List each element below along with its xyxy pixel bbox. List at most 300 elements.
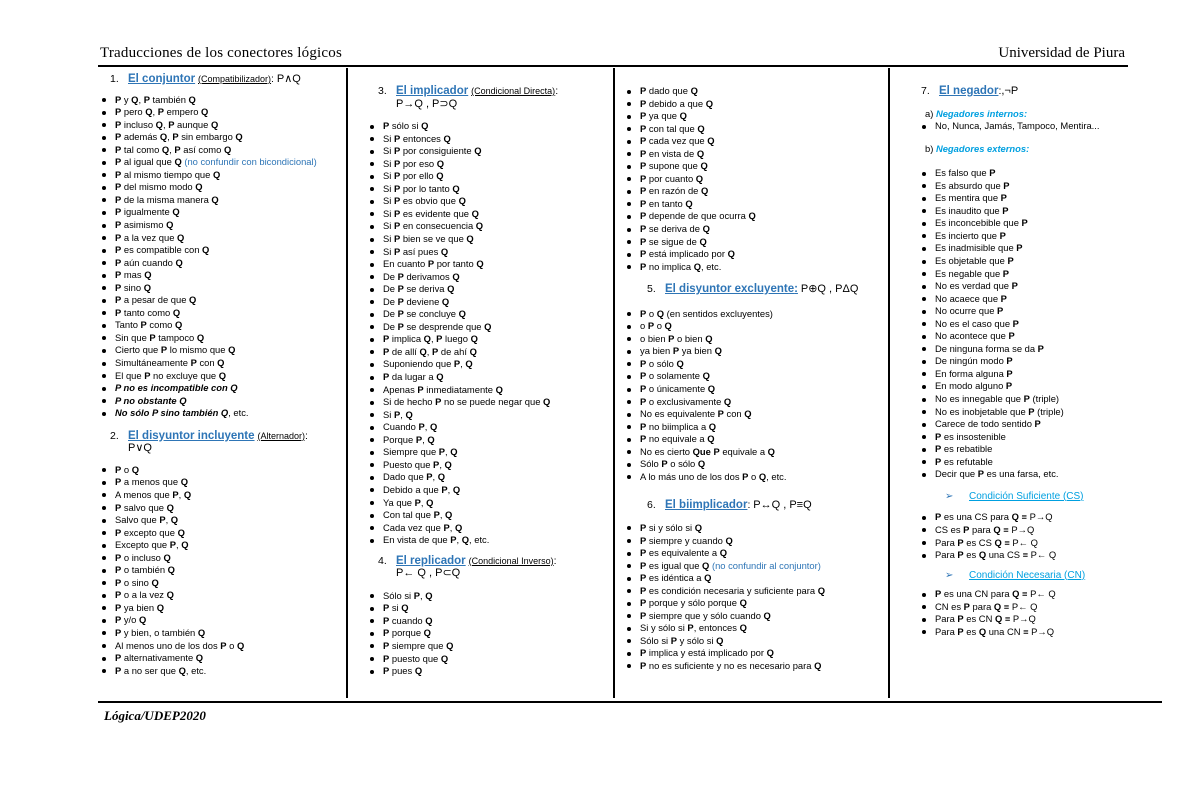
text: luego (442, 333, 471, 345)
text: excepto que (121, 526, 178, 538)
list-item (625, 160, 858, 173)
variable: P (169, 539, 176, 551)
variable: Q (495, 383, 503, 395)
necessary-condition-list (905, 588, 1099, 638)
variable: Q (543, 396, 551, 408)
variable: P (393, 170, 401, 182)
variable: P (640, 147, 647, 159)
variable: Q (475, 220, 484, 232)
variable: Q (138, 614, 147, 626)
variable: Q (739, 597, 747, 609)
list-item (368, 170, 558, 183)
text: es CN (963, 613, 995, 625)
list-item (625, 135, 858, 148)
variable: P (115, 231, 122, 243)
variable: P (417, 383, 424, 395)
text: no se puede negar que (441, 396, 544, 408)
arrow-bullet-icon: ➢ (945, 490, 954, 502)
variable: P (383, 602, 390, 614)
list-item (625, 547, 858, 560)
section-subtitle: (Compatibilizador) (198, 74, 272, 84)
variable: P (640, 547, 647, 559)
text: a no ser que (121, 664, 179, 676)
text: No es el caso que (935, 317, 1013, 329)
text: Siempre que (383, 446, 439, 458)
header-rule (98, 65, 1128, 67)
text: en razón de (646, 185, 701, 197)
variable: P (1005, 380, 1013, 392)
text: sin embargo (178, 131, 236, 143)
variable: P (1016, 242, 1023, 254)
list-item (100, 194, 317, 207)
text: , etc. (469, 534, 490, 546)
text: No, Nunca, Jamás, Tampoco, Mentira... (935, 120, 1100, 132)
list-item (368, 296, 558, 309)
list-item (368, 396, 558, 409)
variable: Q (714, 345, 722, 357)
text: una CN ≡ P→Q (986, 625, 1055, 637)
text: ya bien (679, 345, 715, 357)
variable: P (115, 206, 122, 218)
variable: Q (474, 145, 482, 157)
variable: Q (172, 206, 180, 218)
text: o (646, 307, 657, 319)
text: ≡ P→Q (1000, 523, 1035, 535)
column-4 (905, 85, 1099, 638)
variable: P (140, 319, 147, 331)
variable: Q (436, 170, 444, 182)
variable: Q (143, 281, 151, 293)
variable: P (393, 220, 401, 232)
text: se sigue de (646, 235, 700, 247)
list-item (920, 613, 1099, 626)
variable: P (115, 93, 122, 105)
section-negador-title (905, 85, 1099, 98)
variable: Q (697, 122, 705, 134)
text: Para (935, 625, 958, 637)
section-implicador-title (368, 85, 558, 98)
list-item (100, 206, 317, 219)
section-replicador-title (368, 555, 558, 568)
text: , (449, 521, 455, 533)
text: o (748, 470, 759, 482)
section-symbol: P→Q , P⊃Q (396, 97, 458, 110)
external-negators-list (905, 167, 1099, 481)
list-item (625, 635, 858, 648)
variable: Q (446, 639, 454, 651)
variable: P (640, 260, 647, 272)
list-item (100, 294, 317, 307)
variable: P (393, 195, 401, 207)
list-item (625, 585, 858, 598)
text: es una CN para (941, 588, 1013, 600)
text: por lo tanto (400, 182, 453, 194)
section-number: 3. (378, 85, 387, 97)
variable: P (640, 370, 647, 382)
variable: Q (758, 470, 767, 482)
text: del mismo modo (121, 181, 196, 193)
variable: P (144, 369, 151, 381)
list-item (368, 183, 558, 196)
text: Sólo si (383, 589, 414, 601)
variable: P (687, 622, 694, 634)
text: Ya que (383, 496, 415, 508)
list-item (100, 307, 317, 320)
text: Si (383, 132, 394, 144)
variable: Q (1012, 588, 1020, 600)
text: no excluye que (150, 369, 219, 381)
text: aunque (174, 118, 211, 130)
text: es evidente que (400, 207, 472, 219)
variable: P (115, 294, 122, 306)
variable: P (640, 597, 647, 609)
variable: Q (443, 132, 451, 144)
variable: P (640, 235, 647, 247)
list-item (368, 308, 558, 321)
text: debido a que (646, 97, 706, 109)
variable: Q (436, 157, 444, 169)
list-item (100, 269, 317, 282)
list-item (920, 120, 1099, 133)
variable: P (1007, 255, 1014, 267)
section-symbol: P∨Q (128, 442, 152, 455)
list-item (100, 332, 317, 345)
text: Apenas (383, 383, 418, 395)
text: por consiguiente (400, 145, 475, 157)
list-item (368, 627, 558, 640)
section-separator: : (555, 85, 559, 97)
variable: Q (707, 383, 716, 395)
variable: P (393, 245, 401, 257)
variable: P (115, 219, 122, 231)
list-item (368, 358, 558, 371)
variable: Q (421, 120, 429, 132)
variable: Q (159, 131, 168, 143)
variable: Q (452, 483, 461, 495)
text: Si (383, 408, 394, 420)
text: empero (164, 106, 202, 118)
variable: Q (452, 182, 460, 194)
list-item (100, 169, 317, 182)
text: es compatible con (121, 244, 203, 256)
variable: P (672, 345, 680, 357)
variable: Q (697, 458, 706, 470)
variable: P (433, 509, 440, 521)
list-item (100, 219, 317, 232)
variable: P (963, 600, 970, 612)
variable: Q (429, 421, 438, 433)
variable: Q (414, 665, 423, 677)
variable: P (115, 463, 122, 475)
variable: Q (437, 471, 446, 483)
text: y sólo si (677, 634, 717, 646)
text: ≡ P→Q (1018, 511, 1053, 523)
text: De (383, 320, 398, 332)
text: para (969, 600, 994, 612)
list-item (100, 395, 317, 408)
list-item (368, 283, 558, 296)
variable: Q (707, 135, 715, 147)
list-item (920, 268, 1099, 281)
list-item (920, 167, 1099, 180)
list-item (368, 333, 558, 346)
list-item (625, 248, 858, 261)
variable: P (640, 534, 647, 546)
list-item (920, 431, 1099, 444)
text: con (723, 408, 745, 420)
list-item (625, 597, 858, 610)
variable: P (115, 156, 122, 168)
variable: P (640, 210, 647, 222)
variable: P (414, 496, 421, 508)
list-item (625, 560, 858, 573)
variable: P (383, 371, 390, 383)
variable: P (668, 332, 675, 344)
variable: Q (228, 344, 236, 356)
variable: P (115, 244, 122, 256)
list-item (920, 242, 1099, 255)
variable: Q (693, 260, 701, 272)
sufficient-condition-list (905, 511, 1099, 561)
list-item (100, 370, 317, 383)
text: El que (115, 369, 145, 381)
variable: P (115, 576, 122, 588)
variable: Q (701, 185, 709, 197)
text: es obvio que (400, 195, 459, 207)
variable: Q (814, 659, 822, 671)
variable: P (397, 270, 404, 282)
text: de ahí (438, 345, 470, 357)
text: por eso (400, 157, 437, 169)
variable: P (443, 521, 450, 533)
text: , (138, 93, 144, 105)
variable: Q (423, 627, 431, 639)
text: Es absurdo que (935, 179, 1004, 191)
text: ya bien (640, 345, 673, 357)
text: , etc. (766, 470, 787, 482)
text: En forma alguna (935, 367, 1007, 379)
variable: Q (664, 320, 672, 332)
variable: P (159, 514, 166, 526)
text: o bien (640, 332, 669, 344)
text: Si (383, 233, 394, 245)
variable: Q (202, 244, 210, 256)
list-item (920, 305, 1099, 318)
variable: Q (705, 97, 713, 109)
note: (no confundir al conjuntor) (709, 559, 821, 571)
variable: P (640, 160, 647, 172)
list-item (920, 626, 1099, 639)
text: No es innegable que (935, 393, 1024, 405)
list-item (920, 524, 1099, 537)
list-item (100, 564, 317, 577)
variable: P (640, 433, 647, 445)
variable: Q (702, 559, 710, 571)
text: Decir que (935, 468, 978, 480)
variable: P (1021, 217, 1028, 229)
text: Simultáneamente (115, 357, 191, 369)
variable: P (436, 333, 443, 345)
variable: P (640, 85, 647, 96)
list-item (625, 261, 858, 274)
list-item (625, 223, 858, 236)
list-item (100, 527, 317, 540)
variable: P (115, 281, 122, 293)
variable: P (647, 320, 655, 332)
variable: P (115, 501, 122, 513)
text: al igual que (121, 156, 175, 168)
variable: Q (201, 106, 209, 118)
section-separator: : (304, 429, 308, 442)
variable: Q (235, 131, 243, 143)
text: o (640, 320, 648, 332)
list-item (625, 148, 858, 161)
list-item (625, 610, 858, 623)
section-subtitle: (Condicional Directa) (471, 86, 556, 96)
text: pero (121, 106, 146, 118)
text: y/o (121, 614, 139, 626)
variable: Q (236, 639, 245, 651)
variable: P (383, 120, 390, 132)
variable: Q (702, 370, 710, 382)
variable: Q (178, 664, 186, 676)
variable: Q (405, 408, 413, 420)
variable: Q (440, 652, 449, 664)
variable: Q (172, 306, 181, 318)
list-item (368, 145, 558, 158)
list-item (920, 230, 1099, 243)
text: Si (383, 245, 394, 257)
text: siempre que y sólo cuando (646, 609, 764, 621)
variable: Q (144, 269, 152, 281)
section-biimplicador-title (625, 499, 858, 512)
variable: Q (161, 143, 170, 155)
section-symbol: P← Q , P⊂Q (396, 567, 461, 580)
variable: Q (727, 248, 735, 260)
text: es refutable (941, 455, 993, 467)
list-item (920, 293, 1099, 306)
variable: P (999, 229, 1006, 241)
variable: P (1000, 292, 1007, 304)
variable: P (397, 320, 404, 332)
list-item (368, 421, 558, 434)
text: no equivale a (646, 433, 708, 445)
list-item (920, 192, 1099, 205)
variable: P (957, 536, 964, 548)
variable: P (640, 223, 647, 235)
text: ≡ P→Q (1002, 613, 1036, 625)
variable: P (115, 168, 122, 180)
variable: P (115, 256, 122, 268)
text: (en sentidos excluyentes) (664, 307, 773, 319)
text: Es objetable que (935, 255, 1008, 267)
list-item (368, 258, 558, 271)
text: de allí (389, 345, 420, 357)
text: , etc. (228, 407, 249, 419)
variable: Q (166, 501, 174, 513)
variable: Q (739, 622, 747, 634)
text: porque y sólo porque (646, 597, 740, 609)
list-item (368, 321, 558, 334)
variable: P (427, 258, 435, 270)
text: en tanto (646, 197, 686, 209)
variable: P (383, 639, 390, 651)
variable: Q (708, 420, 717, 432)
section-name: El disyuntor incluyente (128, 429, 255, 442)
list-item (100, 640, 317, 653)
variable: P (640, 97, 647, 109)
list-item (368, 195, 558, 208)
list-item (100, 106, 317, 119)
text: es condición necesaria y suficiente para (646, 584, 818, 596)
text: da lugar a (389, 371, 437, 383)
variable: Q (994, 613, 1003, 625)
text: es igual que (646, 559, 703, 571)
section-symbol: P∧Q (276, 73, 301, 85)
list-item (920, 255, 1099, 268)
list-item (920, 601, 1099, 614)
list-item (100, 589, 317, 602)
text: Dado que (383, 471, 427, 483)
text: En cuanto (383, 258, 428, 270)
section-number: 7. (921, 85, 930, 97)
text: De ninguna forma se da (935, 342, 1038, 354)
variable: Q (441, 295, 450, 307)
variable: P (174, 143, 181, 155)
variable: P (220, 639, 227, 651)
text: Cuando (383, 421, 419, 433)
variable: Q (445, 509, 453, 521)
variable: Q (156, 601, 165, 613)
list-item (100, 144, 317, 157)
variable: P (670, 634, 678, 646)
list-item (100, 357, 317, 370)
text: Sin que (115, 331, 150, 343)
text: en vista de (646, 147, 697, 159)
text: , (152, 106, 158, 118)
text: a la vez que (121, 231, 178, 243)
variable: Q (993, 523, 1001, 535)
variable: Q (704, 572, 712, 584)
implicador-list (368, 120, 558, 547)
list-item (368, 471, 558, 484)
implicador-continued-list (625, 85, 858, 273)
text: (triple) (1029, 393, 1060, 405)
variable: Q (656, 307, 664, 319)
section-name: El negador (939, 85, 999, 97)
variable: P (383, 333, 390, 345)
text: depende de que ocurra (646, 210, 749, 222)
variable: P (1000, 192, 1007, 204)
list-item (625, 522, 858, 535)
text: así como (180, 143, 224, 155)
variable: P (640, 395, 647, 407)
variable: P (640, 172, 647, 184)
list-item (100, 539, 317, 552)
list-item (920, 418, 1099, 431)
list-item (100, 244, 317, 257)
variable: Q (189, 294, 197, 306)
list-item (100, 627, 317, 640)
list-item (920, 537, 1099, 550)
list-item (625, 446, 858, 459)
text: tanto como (121, 306, 173, 318)
subsection-title: Condición Necesaria (CN) (969, 569, 1086, 581)
variable: Q (469, 345, 477, 357)
variable: Q (177, 526, 185, 538)
variable: P (115, 131, 122, 143)
variable: P (115, 106, 122, 118)
